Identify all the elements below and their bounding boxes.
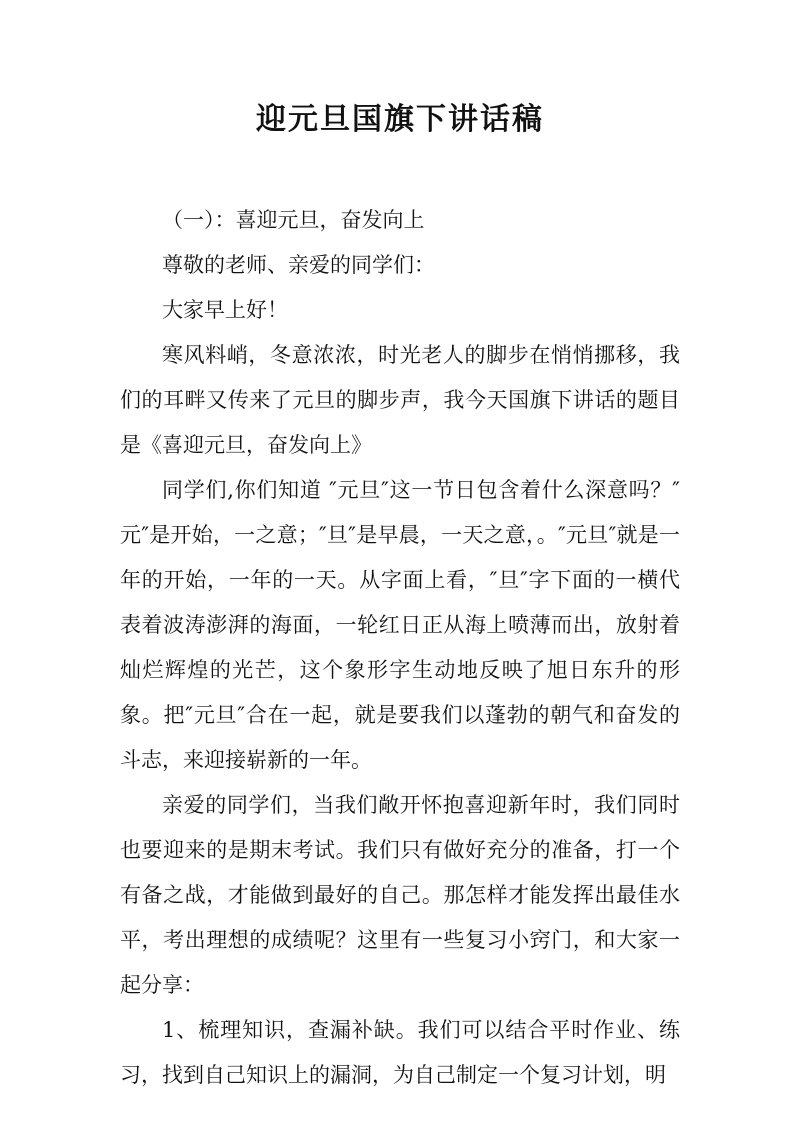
greeting: 大家早上好！	[162, 298, 288, 322]
body-paragraph: 同学们,你们知道 ″元旦″这一节日包含着什么深意吗？″元″是开始，一之意；″旦″是早晨，一天之意，。″元旦″就是一年的开始，一年的一天。从字面上看，″旦″字下面的一横代表着波涛澎湃的海面，一轮红日正从海上喷薄而出，放射着灿烂辉煌的光芒，这个象形字生动地反映了旭日东升的形象。把″元旦″合在一起，就是要我们以蓬勃的朝气和奋发的斗志，来迎接崭新的一年。	[120, 478, 680, 772]
section-heading: （一）：喜迎元旦，奋发向上	[162, 208, 425, 232]
body-paragraph: 寒风料峭，冬意浓浓，时光老人的脚步在悄悄挪移，我们的耳畔又传来了元旦的脚步声，我今天国旗下讲话的题目是《喜迎元旦，奋发向上》	[120, 343, 680, 457]
salutation: 尊敬的老师、亲爱的同学们：	[162, 253, 435, 277]
body-paragraph: 亲爱的同学们，当我们敞开怀抱喜迎新年时，我们同时也要迎来的是期末考试。我们只有做好充分的准备，打一个有备之战，才能做到最好的自己。那怎样才能发挥出最佳水平，考出理想的成绩呢？这里有一些复习小窍门，和大家一起分享：	[120, 793, 680, 997]
document-title: 迎元旦国旗下讲话稿	[256, 102, 544, 137]
document-body	[120, 198, 680, 1098]
body-paragraph: 1、梳理知识，查漏补缺。我们可以结合平时作业、练习，找到自己知识上的漏洞，为自己制定一个复习计划，明	[120, 1018, 680, 1087]
